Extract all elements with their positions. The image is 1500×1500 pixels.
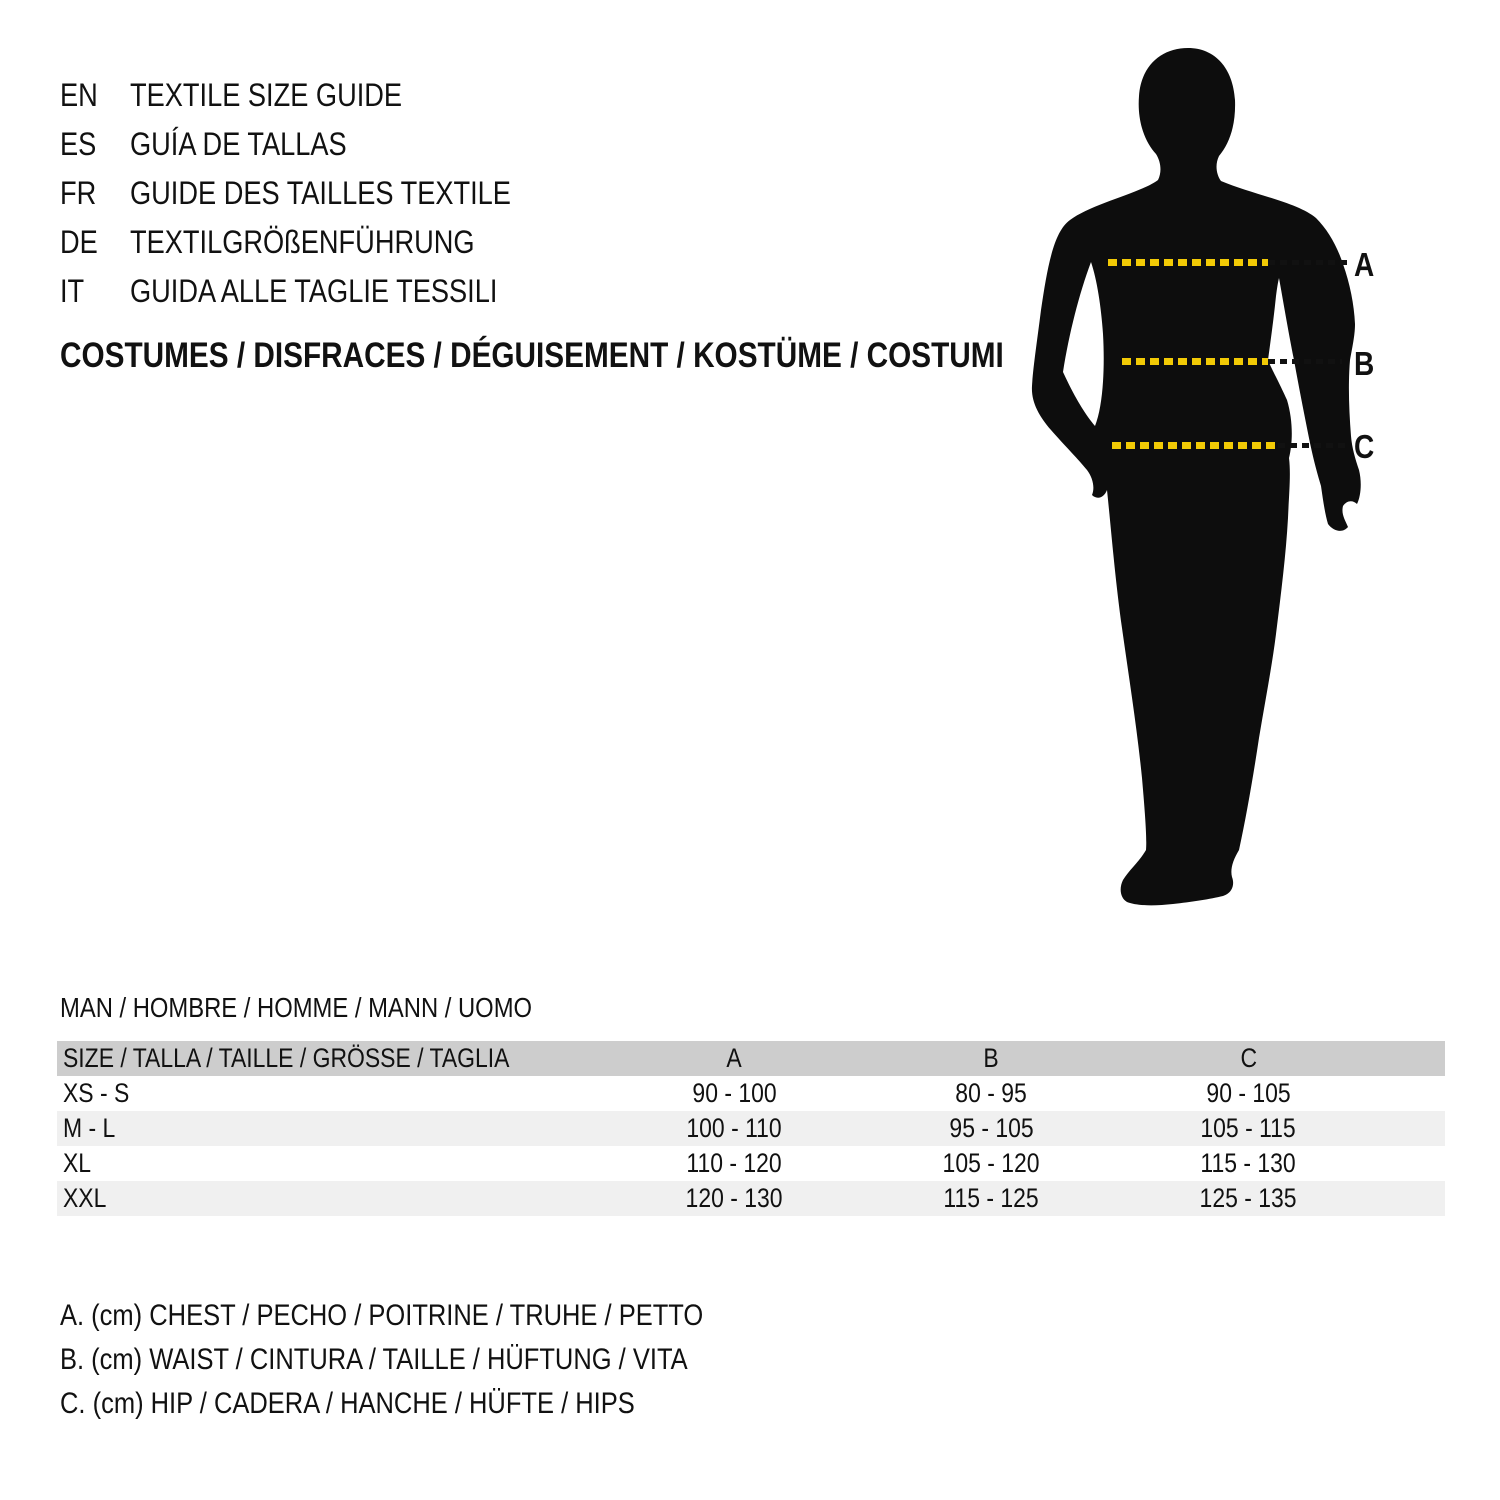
waist-measure-line (1122, 358, 1268, 365)
legend-waist-text: B. (cm) WAIST / CINTURA / TAILLE / HÜFTUNG / VITA (60, 1343, 688, 1376)
value-cell-c: 90 - 105 (1206, 1078, 1291, 1108)
size-cell: XXL (63, 1183, 107, 1213)
category-title (60, 336, 1170, 376)
language-list (60, 71, 578, 316)
language-row-fr (60, 169, 578, 218)
man-silhouette (1025, 38, 1365, 918)
value-cell-c: 105 - 115 (1200, 1113, 1297, 1143)
value-cell-c: 115 - 130 (1200, 1148, 1297, 1178)
language-label: GUIDA ALLE TAGLIE TESSILI (130, 273, 498, 309)
section-heading (60, 992, 615, 1024)
legend-line-hip (60, 1382, 817, 1426)
value-cell-a: 100 - 110 (686, 1113, 783, 1143)
language-row-en (60, 71, 578, 120)
label-b: B (1354, 345, 1375, 382)
language-row-de (60, 218, 578, 267)
size-cell: XS - S (63, 1078, 130, 1108)
table-header-row (57, 1041, 1445, 1076)
legend-line-waist (60, 1338, 817, 1382)
table-row (57, 1181, 1445, 1216)
hip-measure-label (1354, 428, 1394, 466)
size-cell: M - L (63, 1113, 116, 1143)
measurement-figure (1025, 38, 1365, 918)
value-cell-a: 90 - 100 (692, 1078, 777, 1108)
section-heading-text: MAN / HOMBRE / HOMME / MANN / UOMO (60, 992, 533, 1023)
language-row-es (60, 120, 578, 169)
label-a: A (1354, 246, 1375, 283)
size-table (57, 1041, 1445, 1216)
value-cell-b: 95 - 105 (949, 1113, 1034, 1143)
value-cell-a: 120 - 130 (686, 1183, 783, 1213)
size-column-header: SIZE / TALLA / TAILLE / GRÖSSE / TAGLIA (63, 1043, 510, 1073)
value-cell-b: 80 - 95 (955, 1078, 1028, 1108)
language-row-it (60, 267, 578, 316)
language-label: TEXTILE SIZE GUIDE (130, 77, 403, 113)
category-title-text: COSTUMES / DISFRACES / DÉGUISEMENT / KOSTÜME / COSTUMI (60, 336, 1004, 375)
language-label: TEXTILGRÖßENFÜHRUNG (130, 224, 475, 260)
table-row (57, 1111, 1445, 1146)
waist-measure-line-extension (1268, 359, 1342, 364)
language-code: DE (60, 224, 98, 260)
language-label: GUÍA DE TALLAS (130, 126, 347, 162)
column-header-a: A (726, 1043, 743, 1073)
table-row (57, 1076, 1445, 1111)
language-code: ES (60, 126, 97, 162)
table-row (57, 1146, 1445, 1181)
column-header-c: C (1240, 1043, 1257, 1073)
language-code: FR (60, 175, 97, 211)
value-cell-b: 105 - 120 (943, 1148, 1040, 1178)
language-code: IT (60, 273, 85, 309)
label-c: C (1354, 428, 1375, 465)
column-header-b: B (983, 1043, 1000, 1073)
chest-measure-line-extension (1268, 260, 1348, 265)
value-cell-c: 125 - 135 (1200, 1183, 1297, 1213)
language-label: GUIDE DES TAILLES TEXTILE (130, 175, 511, 211)
legend-hip-text: C. (cm) HIP / CADERA / HANCHE / HÜFTE / HIPS (60, 1387, 635, 1420)
hip-measure-line (1112, 442, 1278, 449)
value-cell-b: 115 - 125 (943, 1183, 1040, 1213)
legend-line-chest (60, 1294, 817, 1338)
chest-measure-line (1108, 259, 1268, 266)
value-cell-a: 110 - 120 (686, 1148, 783, 1178)
size-cell: XL (63, 1148, 92, 1178)
hip-measure-line-extension (1278, 443, 1348, 448)
waist-measure-label (1354, 345, 1394, 383)
measurement-legend (60, 1294, 817, 1426)
chest-measure-label (1354, 246, 1394, 284)
language-code: EN (60, 77, 98, 113)
legend-chest-text: A. (cm) CHEST / PECHO / POITRINE / TRUHE / PETTO (60, 1299, 704, 1332)
